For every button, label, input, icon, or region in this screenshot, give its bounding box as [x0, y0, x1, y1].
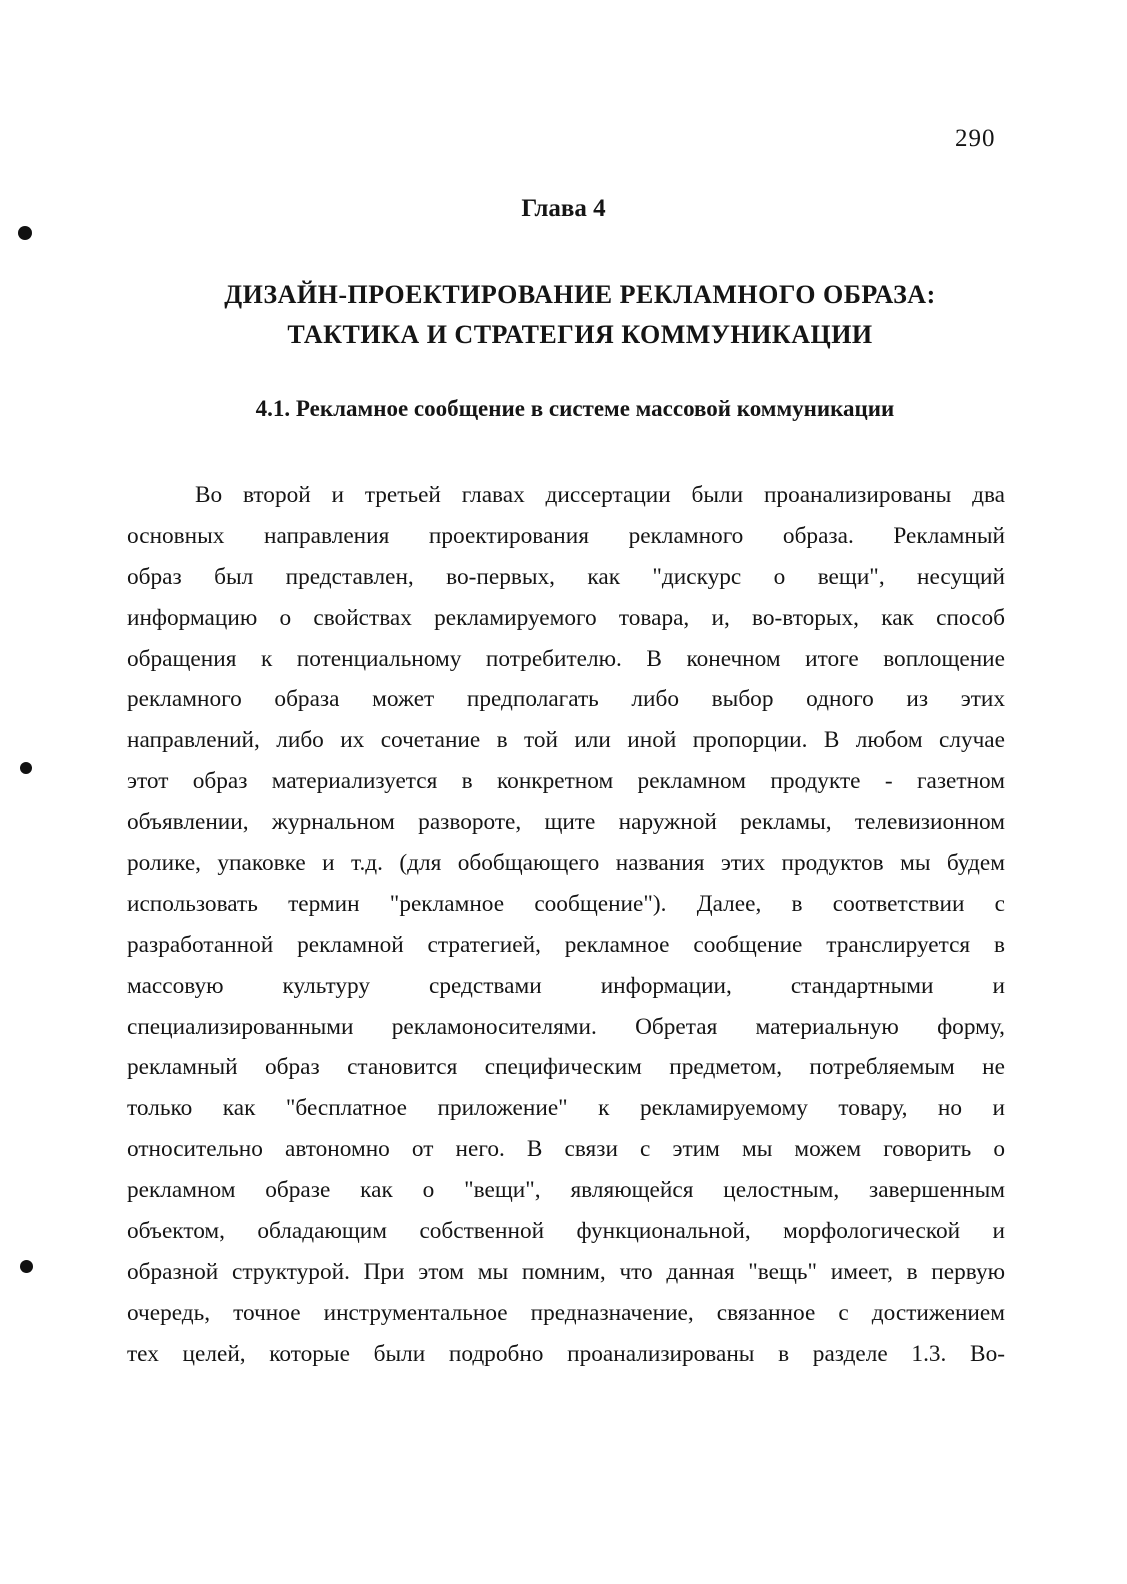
paragraph-line: образной структурой. При этом мы помним, что данная "вещь" имеет, в первую	[127, 1258, 1005, 1285]
paragraph-line: рекламного образа может предполагать либо выбор одного из этих	[127, 686, 1005, 713]
paragraph-line: рекламном образе как о "вещи", являющейся целостным, завершенным	[127, 1177, 1005, 1204]
paragraph-line: основных направления проектирования рекламного образа. Рекламный	[127, 522, 1005, 549]
scan-hole-mark	[18, 226, 32, 240]
paragraph-line: информацию о свойствах рекламируемого товара, и, во-вторых, как способ	[127, 604, 1005, 631]
paragraph-line: ролике, упаковке и т.д. (для обобщающего названия этих продуктов мы будем	[127, 850, 1005, 877]
paragraph-line: объявлении, журнальном развороте, щите наружной рекламы, телевизионном	[127, 809, 1005, 836]
paragraph-line: массовую культуру средствами информации, стандартными и	[127, 972, 1005, 999]
paragraph-line: обращения к потенциальному потребителю. В конечном итоге воплощение	[127, 645, 1005, 672]
paragraph-line: объектом, обладающим собственной функциональной, морфологической и	[127, 1218, 1005, 1245]
section-title: 4.1. Рекламное сообщение в системе массовой коммуникации	[255, 396, 895, 421]
scan-hole-mark	[20, 762, 32, 774]
paragraph-line: использовать термин "рекламное сообщение"). Далее, в соответствии с	[127, 890, 1005, 917]
paragraph-line: этот образ материализуется в конкретном рекламном продукте - газетном	[127, 768, 1005, 795]
page-number: 290	[955, 125, 996, 152]
paragraph-line: рекламный образ становится специфическим предметом, потребляемым не	[127, 1054, 1005, 1081]
paragraph-line: специализированными рекламоносителями. Обретая материальную форму,	[127, 1013, 1005, 1040]
paragraph-line: образ был представлен, во-первых, как "дискурс о вещи", несущий	[127, 563, 1005, 590]
chapter-label: Глава 4	[521, 195, 606, 222]
paragraph-line: разработанной рекламной стратегией, рекламное сообщение транслируется в	[127, 931, 1005, 958]
chapter-title-line: ТАКТИКА И СТРАТЕГИЯ КОММУНИКАЦИИ	[287, 320, 873, 349]
paragraph-line: только как "бесплатное приложение" к рекламируемому товару, но и	[127, 1095, 1005, 1122]
paragraph-line: относительно автономно от него. В связи с этим мы можем говорить о	[127, 1136, 1005, 1163]
chapter-title-line: ДИЗАЙН-ПРОЕКТИРОВАНИЕ РЕКЛАМНОГО ОБРАЗА:	[224, 280, 936, 309]
paragraph-line: очередь, точное инструментальное предназначение, связанное с достижением	[127, 1299, 1005, 1326]
paragraph-line: направлений, либо их сочетание в той или иной пропорции. В любом случае	[127, 727, 1005, 754]
chapter-title	[130, 275, 1030, 355]
paragraph-line: тех целей, которые были подробно проанализированы в разделе 1.3. Во-	[127, 1340, 1005, 1367]
scan-hole-mark	[20, 1260, 33, 1273]
paragraph-line: Во второй и третьей главах диссертации были проанализированы два	[195, 482, 1005, 508]
body-paragraph	[127, 475, 1005, 1375]
